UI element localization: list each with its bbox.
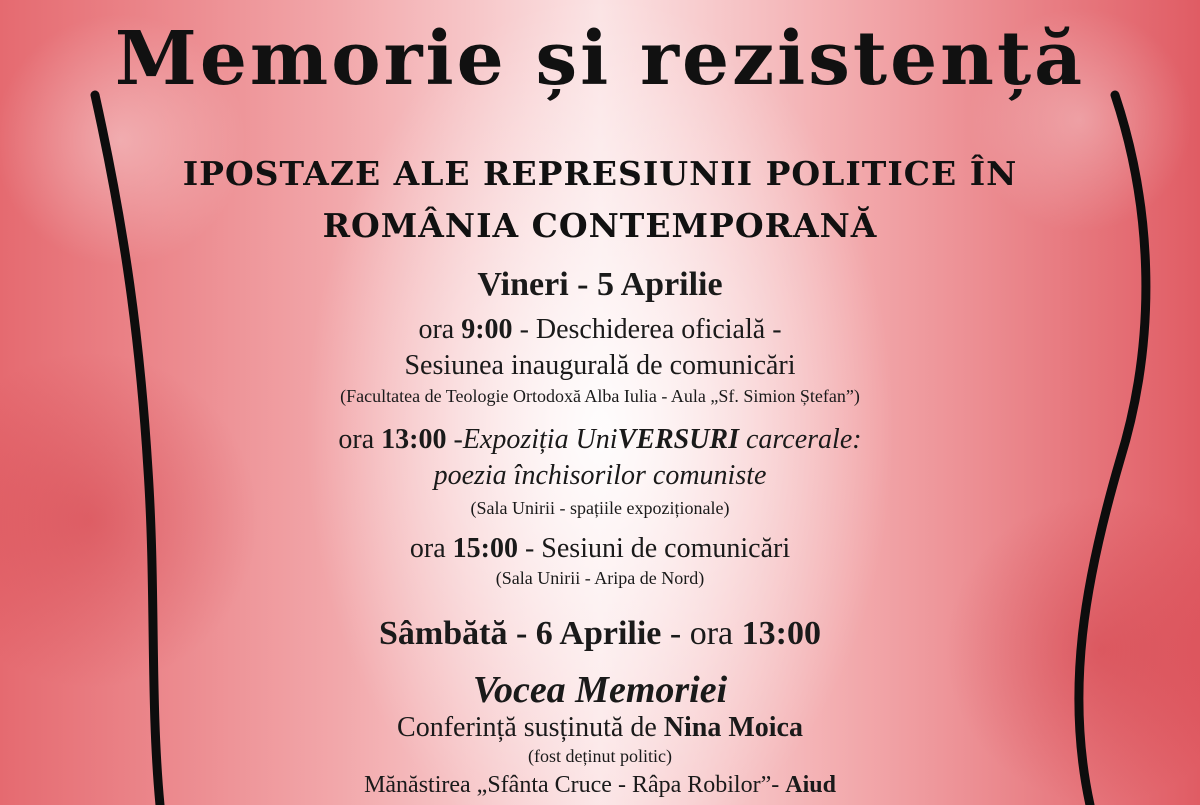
saturday-heading: [0, 615, 1200, 653]
event-3-text-1: - Sesiuni de comunicări: [517, 533, 791, 564]
subtitle-line-2: ROMÂNIA CONTEMPORANĂ: [322, 206, 878, 245]
venue-city: Aiud: [785, 772, 836, 798]
event-3-location: (Sala Unirii - Aripa de Nord): [495, 568, 705, 588]
event-2-text-1b: VERSURI: [617, 424, 739, 455]
event-3-line-1: [0, 533, 1200, 565]
event-1-time: 9:00: [461, 314, 513, 345]
event-1-line-1: [0, 314, 1200, 346]
saturday-date: Sâmbătă - 6 Aprilie: [379, 615, 662, 652]
event-2-location: (Sala Unirii - spațiile expoziționale): [470, 498, 730, 518]
event-2-line-1: [0, 424, 1200, 456]
speaker-note: (fost deținut politic): [528, 746, 672, 766]
event-1-text-2: Sesiunea inaugurală de comunicări: [404, 350, 796, 381]
conference-speaker: Nina Moica: [663, 712, 803, 743]
venue-line: [0, 772, 1200, 799]
event-2-text-1c: carcerale:: [739, 424, 862, 455]
event-1-ora: ora: [418, 314, 455, 345]
event-1-text-1: - Deschiderea oficială -: [512, 314, 782, 345]
conference-line: [0, 712, 1200, 744]
saturday-ora: - ora: [661, 615, 742, 652]
event-vocea-memoriei-title: Vocea Memoriei: [472, 669, 728, 711]
event-1-location: (Facultatea de Teologie Ortodoxă Alba Iulia - Aula „Sf. Simion Ștefan”): [340, 386, 860, 406]
subtitle-line-1: IPOSTAZE ALE REPRESIUNII POLITICE ÎN: [182, 154, 1018, 193]
event-2-time: 13:00: [381, 424, 447, 455]
event-2-text-1a: -Expoziția Uni: [446, 424, 618, 455]
poster-title: Memorie și rezistență: [114, 16, 1086, 102]
saturday-time: 13:00: [741, 615, 821, 652]
event-3-time: 15:00: [452, 533, 518, 564]
friday-heading: Vineri - 5 Aprilie: [477, 266, 723, 303]
conference-text: Conferință susținută de: [397, 712, 664, 743]
poster-subtitle: [0, 148, 1200, 252]
event-3-ora: ora: [409, 533, 446, 564]
venue-text: Mănăstirea „Sfânta Cruce - Râpa Robilor”-: [364, 772, 786, 798]
event-2-ora: ora: [338, 424, 375, 455]
event-2-text-2: poezia închisorilor comuniste: [433, 460, 767, 491]
